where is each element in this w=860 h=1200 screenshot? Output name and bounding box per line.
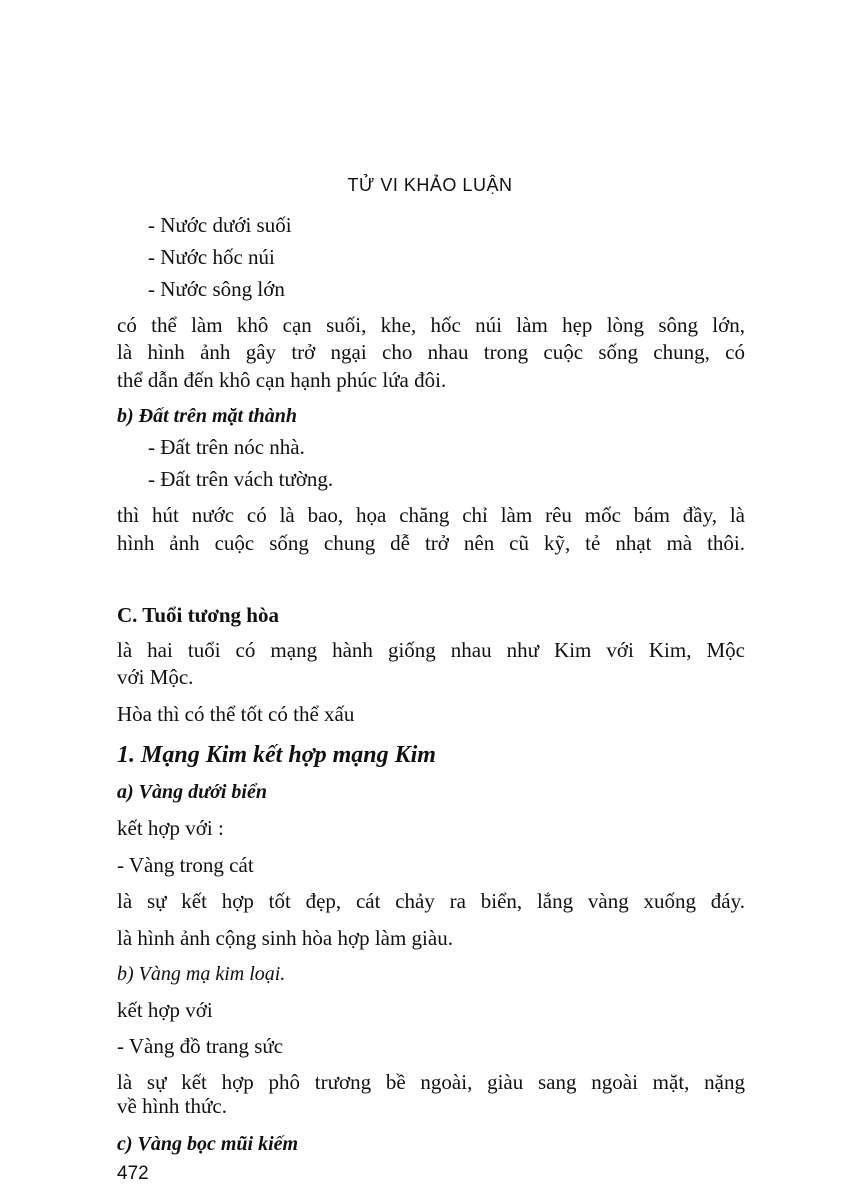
paragraph-line: kết hợp với : <box>117 816 224 840</box>
list-item: - Nước hốc núi <box>148 245 275 269</box>
list-item: - Vàng đồ trang sức <box>117 1034 284 1058</box>
subheading: b) Đất trên mặt thành <box>117 405 298 427</box>
paragraph-line: là sự kết hợp phô trương bề ngoài, giàu sang ngoài mặt, nặng <box>117 1070 745 1094</box>
paragraph-line: hình ảnh cuộc sống chung dễ trở nên cũ kỹ, tẻ nhạt mà thôi. <box>117 531 745 555</box>
paragraph-line: kết hợp với <box>117 998 213 1022</box>
list-item: - Nước dưới suối <box>148 213 292 237</box>
list-item: - Nước sông lớn <box>148 277 285 301</box>
paragraph-line: thì hút nước có là bao, họa chăng chỉ làm rêu mốc bám đầy, là <box>117 503 745 527</box>
paragraph-line: là hai tuổi có mạng hành giống nhau như Kim với Kim, Mộc <box>117 638 745 662</box>
paragraph-line: là hình ảnh cộng sinh hòa hợp làm giàu. <box>117 926 453 950</box>
subheading: b) Vàng mạ kim loại. <box>117 963 286 985</box>
page-number: 472 <box>117 1163 149 1184</box>
list-item: - Đất trên vách tường. <box>148 467 334 491</box>
paragraph-line: thể dẫn đến khô cạn hạnh phúc lứa đôi. <box>117 368 447 392</box>
subheading: c) Vàng bọc mũi kiếm <box>117 1133 299 1155</box>
list-item: - Đất trên nóc nhà. <box>148 435 305 459</box>
paragraph-line: về hình thức. <box>117 1094 227 1118</box>
paragraph-line: là sự kết hợp tốt đẹp, cát chảy ra biển, lắng vàng xuống đáy. <box>117 889 745 913</box>
paragraph-line: có thể làm khô cạn suối, khe, hốc núi làm hẹp lòng sông lớn, <box>117 313 745 337</box>
section-heading: C. Tuổi tương hòa <box>117 603 279 627</box>
paragraph-line: Hòa thì có thể tốt có thể xấu <box>117 702 355 726</box>
running-header: TỬ VI KHẢO LUẬN <box>347 175 513 195</box>
numbered-heading: 1. Mạng Kim kết hợp mạng Kim <box>117 742 436 768</box>
subheading: a) Vàng dưới biển <box>117 781 267 803</box>
paragraph-line: là hình ảnh gây trở ngại cho nhau trong cuộc sống chung, có <box>117 340 745 364</box>
paragraph-line: với Mộc. <box>117 665 194 689</box>
list-item: - Vàng trong cát <box>117 853 254 877</box>
